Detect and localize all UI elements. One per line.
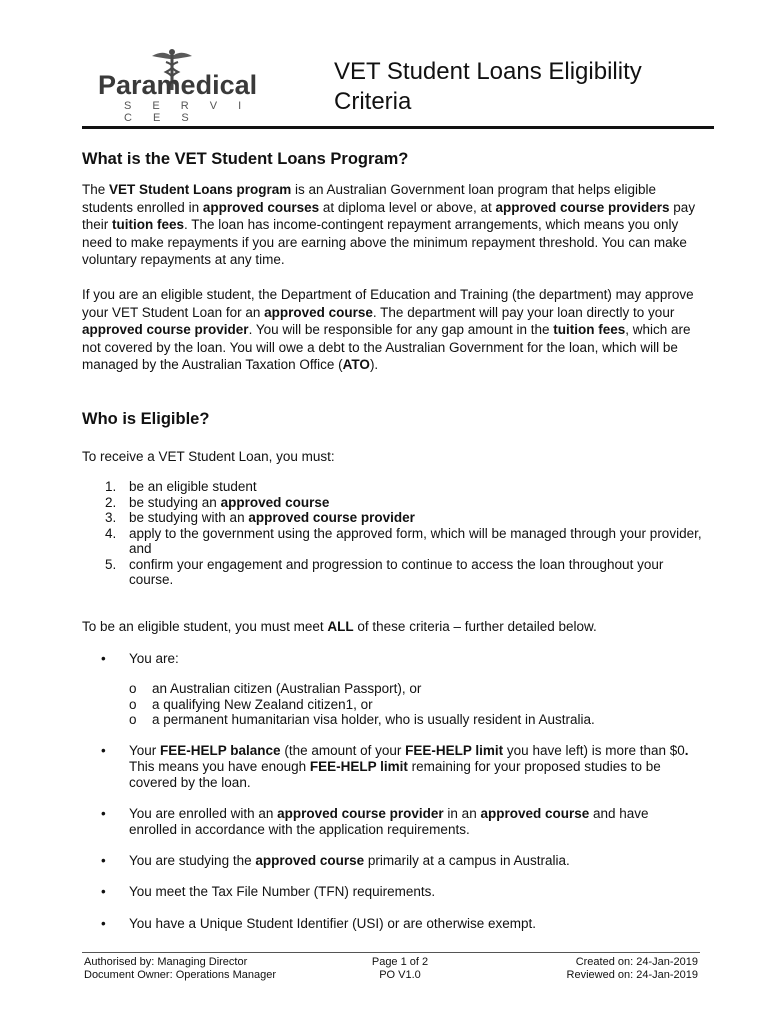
- section-heading-eligible: Who is Eligible?: [82, 410, 210, 428]
- requirement-item: 3. be studying with an approved course provider: [105, 510, 415, 525]
- section-heading-program: What is the VET Student Loans Program?: [82, 150, 409, 168]
- footer-owner: Document Owner: Operations Manager: [84, 969, 276, 981]
- bullet-icon: •: [101, 884, 106, 899]
- bullet-text: You meet the Tax File Number (TFN) requirements.: [129, 884, 436, 899]
- footer-center: [345, 956, 455, 982]
- criteria-intro: To be an eligible student, you must meet ALL of these criteria – further detailed below.: [82, 619, 597, 634]
- requirement-item: 5. confirm your engagement and progression to continue to access the loan throughout your course.: [105, 556, 664, 587]
- company-logo: [96, 48, 271, 124]
- program-paragraph-2: If you are an eligible student, the Department of Education and Training (the department) may approve your VET Student Loan for an approved course. The department will pay your loan directly to your approved course provider. You will be responsible for any gap amount in the tuition fees, which are not covered by the loan. You will owe a debt to the Australian Government for the loan, which will be managed by the Australian Taxation Office (ATO).: [82, 287, 694, 372]
- requirements-list: [82, 479, 702, 588]
- bullet-icon: •: [101, 651, 106, 666]
- citizenship-item: o a permanent humanitarian visa holder, who is usually resident in Australia.: [129, 712, 595, 727]
- bullet-text: Your FEE-HELP balance (the amount of your FEE-HELP limit you have left) is more than $0. This means you have enough FEE-HELP limit remaining for your proposed studies to be covered by the loan.: [129, 743, 689, 790]
- logo-tagline: S E R V I C E S: [124, 100, 251, 124]
- eligibility-intro: To receive a VET Student Loan, you must:: [82, 449, 335, 464]
- requirement-item: 2. be studying an approved course: [105, 494, 330, 510]
- requirement-item: 4. apply to the government using the approved form, which will be managed through your provider, and: [105, 525, 702, 556]
- document-title-line: VET Student Loans Eligibility: [334, 58, 642, 85]
- bullet-text: You are studying the approved course primarily at a campus in Australia.: [129, 853, 570, 868]
- footer-page-number: Page 1 of 2: [371, 956, 429, 968]
- document-title-line: Criteria: [334, 88, 412, 115]
- bullet-icon: •: [101, 916, 106, 931]
- footer-reviewed: Reviewed on: 24-Jan-2019: [566, 969, 698, 981]
- bullet-text: You are:: [129, 651, 179, 666]
- logo-wordmark: Paramedical: [98, 70, 258, 100]
- footer-authorised: Authorised by: Managing Director: [84, 956, 248, 968]
- program-paragraph-1: The VET Student Loans program is an Australian Government loan program that helps eligible students enrolled in approved courses at diploma level or above, at approved course providers pay their tuition fees. The loan has income-contingent repayment arrangements, which means you only need to make repayments if you are earning above the minimum repayment threshold. You can make voluntary repayments at any time.: [82, 182, 696, 267]
- bullet-icon: •: [101, 853, 106, 868]
- footer-divider: [82, 952, 700, 953]
- footer-left: [84, 956, 276, 982]
- footer-right: [500, 956, 698, 982]
- bullet-text: You are enrolled with an approved course provider in an approved course and have enrolled in accordance with the application requirements.: [129, 806, 649, 837]
- document-title: [334, 57, 714, 117]
- requirement-item: 1. be an eligible student: [105, 479, 257, 494]
- footer-version: PO V1.0: [379, 969, 421, 981]
- citizenship-item: o a qualifying New Zealand citizen1, or: [129, 696, 373, 712]
- title-divider: [82, 126, 714, 129]
- citizenship-item: o an Australian citizen (Australian Passport), or: [129, 681, 422, 696]
- citizenship-list: [129, 681, 595, 728]
- bullet-text: You have a Unique Student Identifier (USI) or are otherwise exempt.: [129, 916, 536, 931]
- bullet-icon: •: [101, 806, 106, 821]
- footer-created: Created on: 24-Jan-2019: [575, 956, 698, 968]
- bullet-icon: •: [101, 743, 106, 758]
